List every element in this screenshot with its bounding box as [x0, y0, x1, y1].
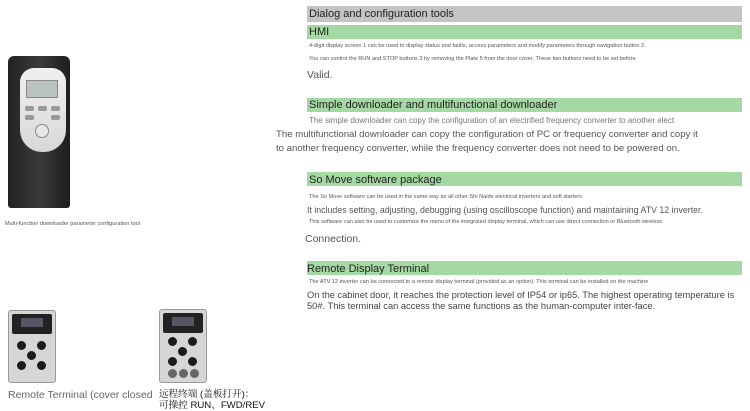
somove-title: So Move software package — [309, 174, 442, 186]
device-button — [51, 115, 60, 120]
somove-text-1: The So Move software can be used in the same way as all other Shi Naide electrical inverters and soft starters. — [309, 194, 584, 200]
downloader-text-1: The simple downloader can copy the configuration of an electrified frequency converter to another elect — [309, 116, 675, 125]
downloader-text-3: to another frequency converter, while the frequency converter does not need to be powered on. — [276, 143, 680, 154]
hmi-header-bar — [307, 25, 742, 39]
downloader-title: Simple downloader and multifunctional downloader — [309, 99, 558, 111]
device-button — [38, 106, 47, 111]
somove-text-4: Connection. — [305, 233, 362, 245]
remote-open-caption-line1: 远程终端 (盖板打开)： — [159, 389, 255, 400]
device-button — [25, 106, 34, 111]
remote-closed-caption: Remote Terminal (cover closed — [8, 389, 153, 401]
remote-open-caption-line2: 可操控 RUN、FWD/REV — [159, 400, 266, 411]
device-button — [25, 115, 34, 120]
hmi-text-1: 4-digit display screen 1 can be used to display status and faults, access parameters and modify parameters through navigation button 2. — [309, 43, 646, 49]
remote-text-1: The ATV 12 inverter can be connected to a remote display terminal (provided as an option). This terminal can be installed on the machine — [309, 279, 649, 285]
device-button — [51, 106, 60, 111]
remote-title: Remote Display Terminal — [307, 263, 430, 275]
hmi-text-3: Valid. — [307, 69, 333, 81]
downloader-text-2: The multifunctional downloader can copy the configuration of PC or frequency converter and copy it — [276, 129, 698, 140]
hmi-text-2: You can control the RUN and STOP buttons 3 by removing the Plate 5 from the door cover. These two buttons need to be set before — [309, 56, 636, 62]
hmi-title: HMI — [309, 26, 330, 38]
remote-text-2: On the cabinet door, it reaches the protection level of IP54 or ip65. The highest operating temperature is 50#. This terminal can access the same functions as the human-computer inter-face. — [307, 290, 735, 311]
page-title: Dialog and configuration tools — [309, 8, 454, 20]
device-caption: Multi-function downloader parameter configuration tool — [5, 221, 140, 227]
somove-text-3: This software can also be used to customize the menu of the integrated display terminal, which can use direct connection or Bluetooth wireless — [309, 219, 663, 225]
device-screen — [26, 80, 58, 98]
remote-terminal-open-image — [159, 309, 207, 383]
remote-terminal-closed-image — [8, 310, 56, 383]
somove-text-2: It includes setting, adjusting, debugging (using oscilloscope function) and maintaining ATV 12 inverter. — [307, 205, 703, 215]
device-navigation-dial — [35, 124, 49, 138]
